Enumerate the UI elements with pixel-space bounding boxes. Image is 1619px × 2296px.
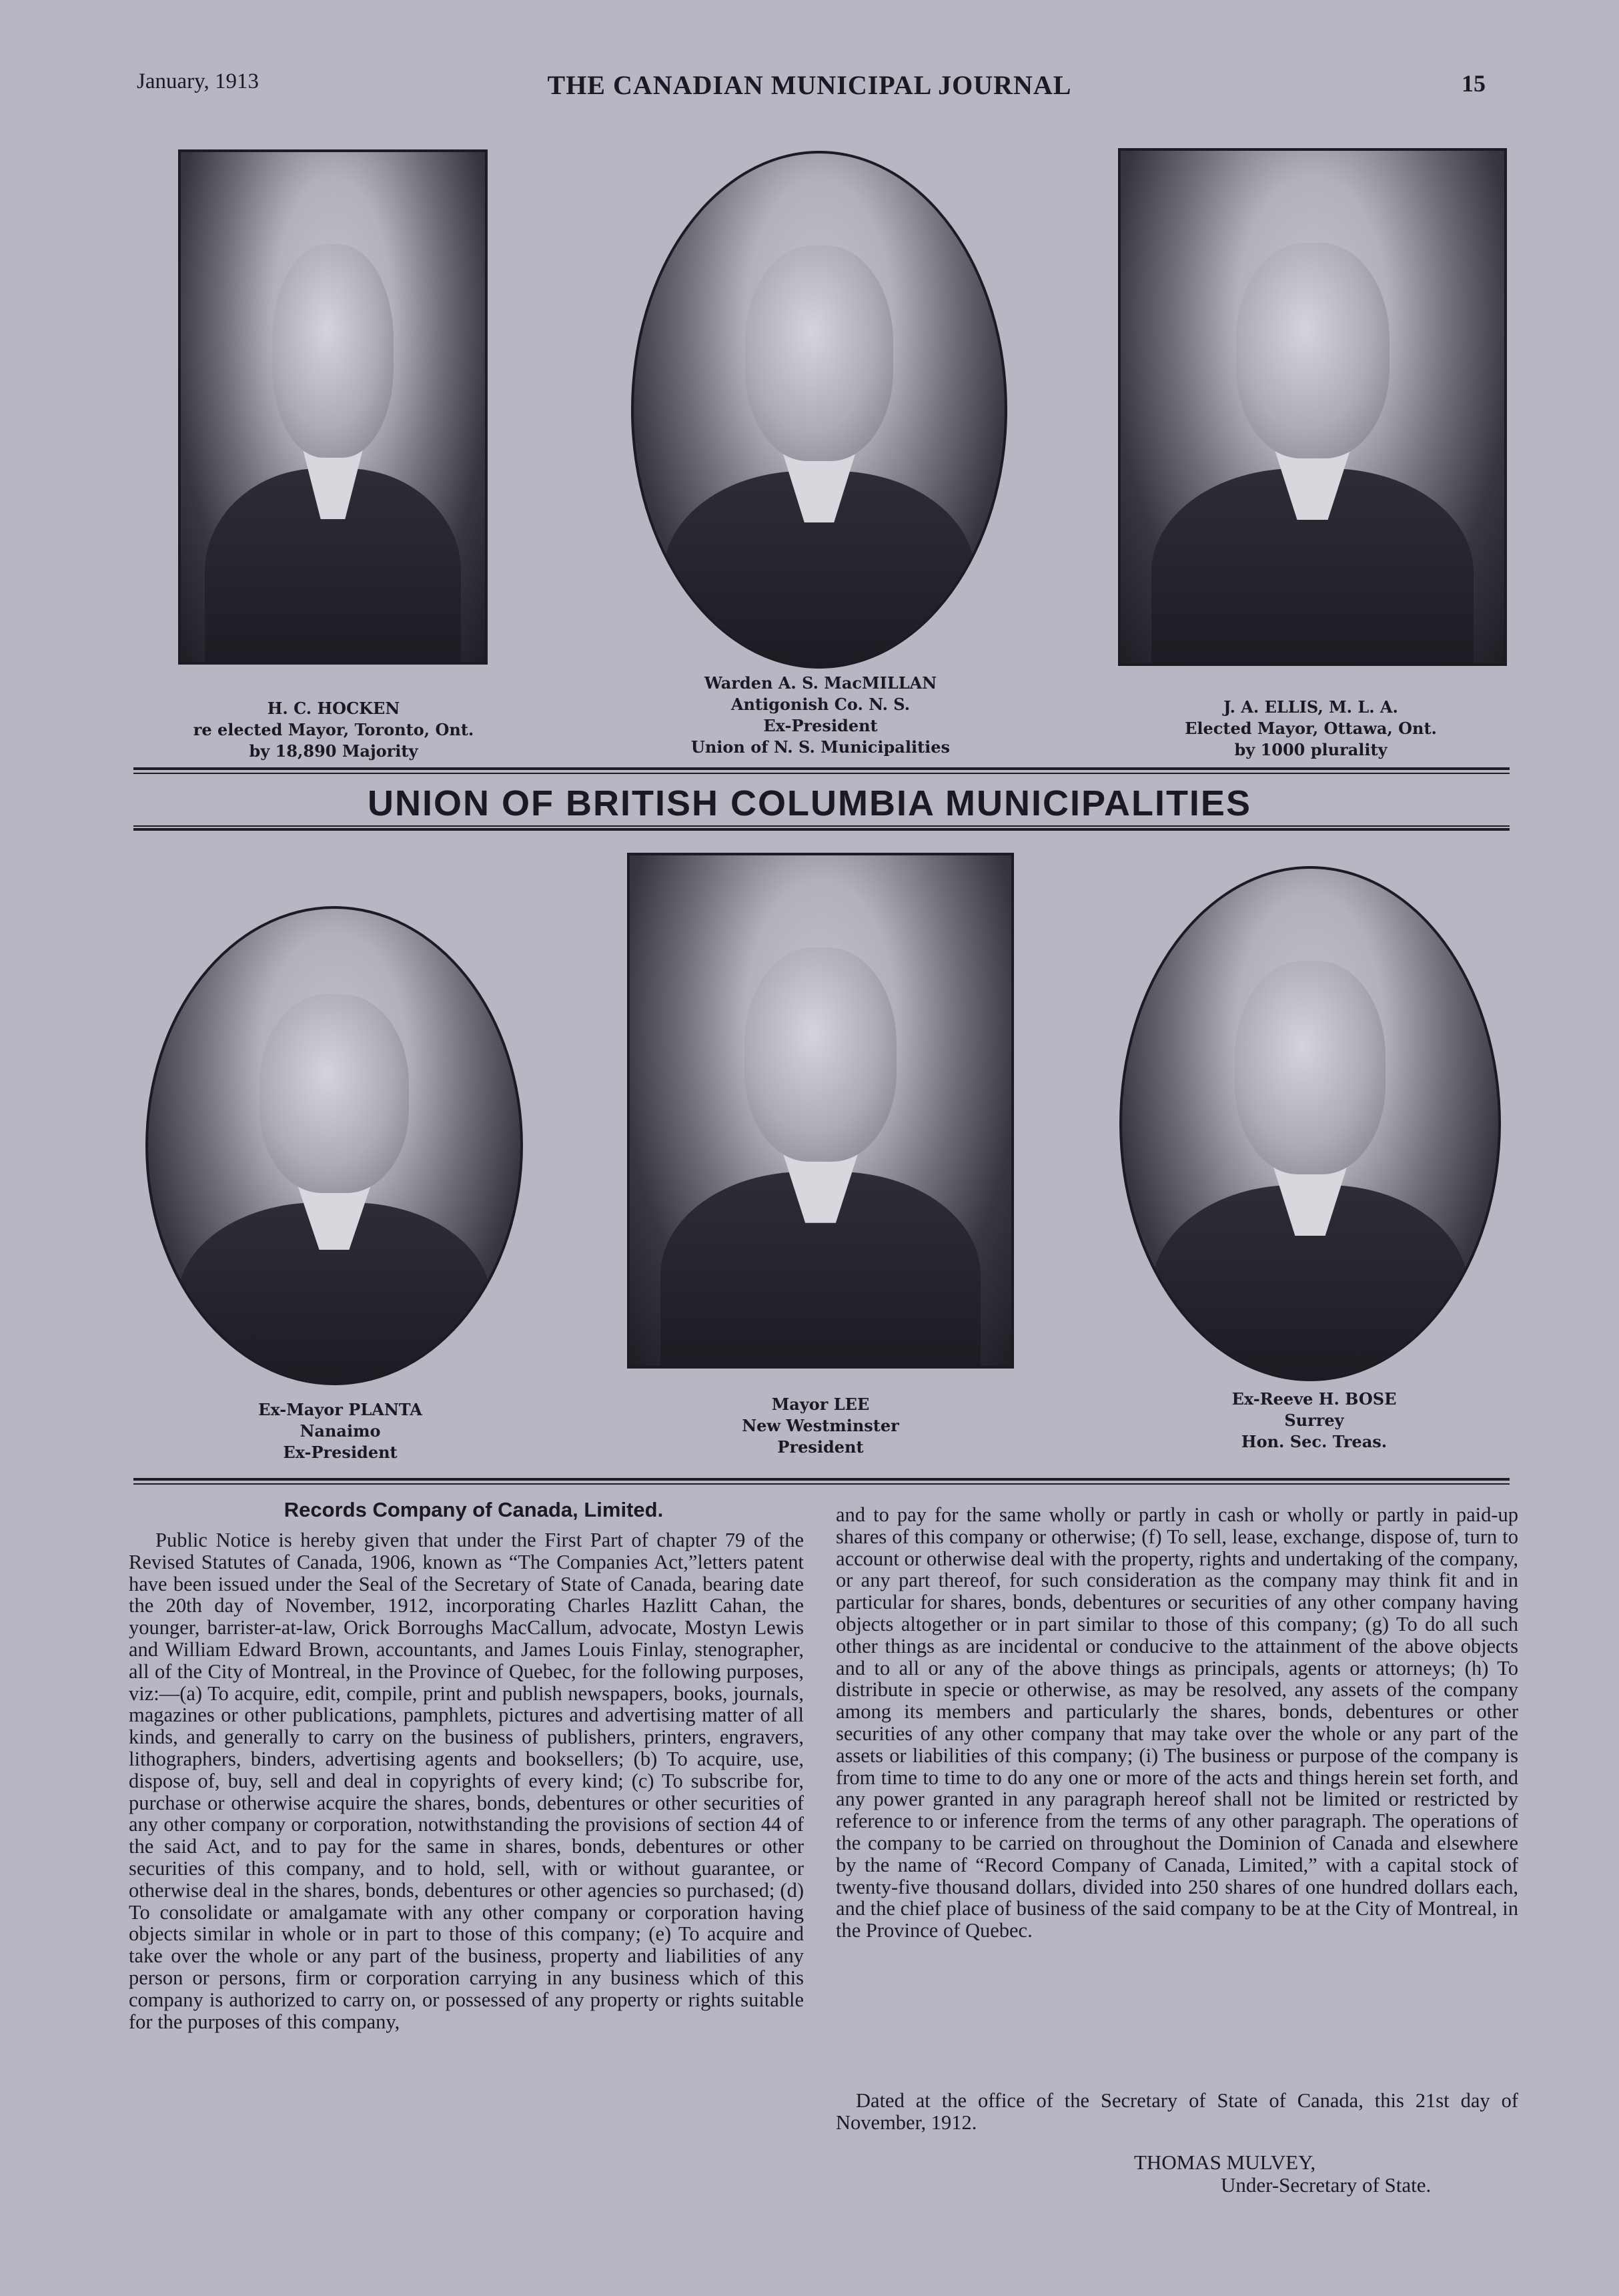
portrait-lee: [627, 853, 1014, 1369]
divider-rule: [133, 1478, 1510, 1481]
article-title: Records Company of Canada, Limited.: [284, 1498, 664, 1521]
dated-line: Dated at the office of the Secretary of State of Canada, this 21st day of November, 1912.: [836, 2089, 1518, 2134]
caption-lee: [667, 1394, 974, 1458]
portrait-macmillan: [631, 151, 1007, 669]
caption-name: J. A. ELLIS, M. L. A.: [1223, 697, 1398, 717]
caption-line: by 1000 plurality: [1234, 740, 1388, 759]
caption-line: Ex-President: [763, 716, 878, 735]
caption-line: Surrey: [1284, 1411, 1344, 1430]
caption-line: Nanaimo: [300, 1421, 381, 1441]
caption-name: Warden A. S. MacMILLAN: [704, 673, 937, 693]
caption-planta: [200, 1399, 480, 1463]
caption-line: Elected Mayor, Ottawa, Ont.: [1185, 719, 1437, 738]
section-title: UNION OF BRITISH COLUMBIA MUNICIPALITIES: [368, 783, 1251, 823]
caption-name: H. C. HOCKEN: [267, 699, 400, 718]
journal-title: THE CANADIAN MUNICIPAL JOURNAL: [547, 70, 1072, 100]
caption-line: Union of N. S. Municipalities: [690, 737, 951, 757]
page-number: 15: [1462, 70, 1486, 97]
portrait-hocken: [178, 149, 488, 665]
caption-line: New Westminster: [742, 1416, 899, 1435]
divider-rule: [133, 825, 1510, 827]
signature-name: THOMAS MULVEY,: [1134, 2151, 1316, 2174]
issue-date: January, 1913: [137, 69, 259, 93]
article-column-left: Public Notice is hereby given that under the First Part of chapter 79 of the Revised Statutes of Canada, 1906, known as “The Companies Act,”letters patent have been issued under the Seal of the Secretary of State of Canada, bearing date the 20th day of November, 1912, incorporating Charles Hazlitt Cahan, the younger, barrister-at-law, Orick Borroughs MacCallum, advocate, Mostyn Lewis and William Edward Brown, accountants, and James Louis Finlay, stenographer, all of the City of Montreal, in the Province of Quebec, for the following purposes, viz:—(a) To acquire, edit, compile, print and publish newspapers, books, journals, magazines or other publications, pamphlets, pictures and advertising matter of all kinds, and generally to carry on the business of publishers, printers, engravers, lithographers, binders, advertising agents and booksellers; (b) To acquire, use, dispose of, buy, sell and deal in copyrights of every kind; (c) To subscribe for, purchase or otherwise acquire the shares, bonds, debentures or other securities of any other company or corporation, notwithstanding the provisions of section 44 of the said Act, and to pay for the same in shares, bonds, debentures or other securities of this company, and to hold, sell, with or without guarantee, or otherwise deal in the shares, bonds, debentures or other agencies so purchased; (d) To consolidate or amalgamate with any other company or corporation having objects similar in whole or in part to those of this company; (e) To acquire and take over the whole or any part of the business, property and liabilities of any person or persons, firm or corporation carrying in any business which of this company is authorized to carry on, or possessed of any property or rights suitable for the purposes of this company,: [129, 1529, 804, 2033]
caption-name: Ex-Reeve H. BOSE: [1231, 1389, 1397, 1409]
caption-line: re elected Mayor, Toronto, Ont.: [193, 720, 474, 739]
divider-rule: [133, 1483, 1510, 1485]
divider-rule: [133, 773, 1510, 774]
caption-macmillan: [627, 673, 1014, 758]
caption-line: President: [777, 1437, 864, 1457]
caption-name: Mayor LEE: [771, 1395, 870, 1414]
portrait-bose: [1119, 866, 1501, 1381]
caption-line: Ex-President: [283, 1443, 398, 1462]
caption-hocken: [147, 698, 520, 762]
caption-line: Antigonish Co. N. S.: [730, 695, 911, 714]
caption-ellis: [1117, 697, 1504, 761]
caption-name: Ex-Mayor PLANTA: [258, 1400, 422, 1419]
divider-rule: [133, 828, 1510, 831]
portrait-ellis: [1118, 148, 1507, 666]
signature-title: Under-Secretary of State.: [1221, 2173, 1432, 2197]
caption-line: by 18,890 Majority: [249, 741, 418, 761]
portrait-planta: [145, 906, 523, 1385]
caption-line: Hon. Sec. Treas.: [1241, 1432, 1388, 1451]
caption-bose: [1134, 1389, 1494, 1453]
article-column-right: and to pay for the same wholly or partly in cash or wholly or partly in paid-up shares of this company or otherwise; (f) To sell, lease, exchange, dispose of, turn to account or otherwise deal with the property, rights and undertaking of the company, or any part thereof, for such consideration as the company may think fit and in particular for shares, bonds, debentures or securities of any other company having objects altogether or in part similar to those of this company; (g) To do all such other things as are incidental or conducive to the attainment of the above objects and to all or any of the above things as principals, agents or attorneys; (h) To distribute in specie or otherwise, as may be resolved, any assets of the company among its members and particularly the shares, bonds, debentures or other securities of any other company that may take over the whole or any part of the assets or liabilities of this company; (i) The business or purpose of the company is from time to time to do any one or more of the acts and things herein set forth, and any power granted in any paragraph hereof shall not be limited or restricted by reference to or inference from the terms of any other paragraph. The operations of the company to be carried on throughout the Dominion of Canada and elsewhere by the name of “Record Company of Canada, Limited,” with a capital stock of twenty-five thousand dollars, divided into 250 shares of one hundred dollars each, and the chief place of business of the said company to be at the City of Montreal, in the Province of Quebec.: [836, 1503, 1518, 1942]
divider-rule: [133, 767, 1510, 770]
